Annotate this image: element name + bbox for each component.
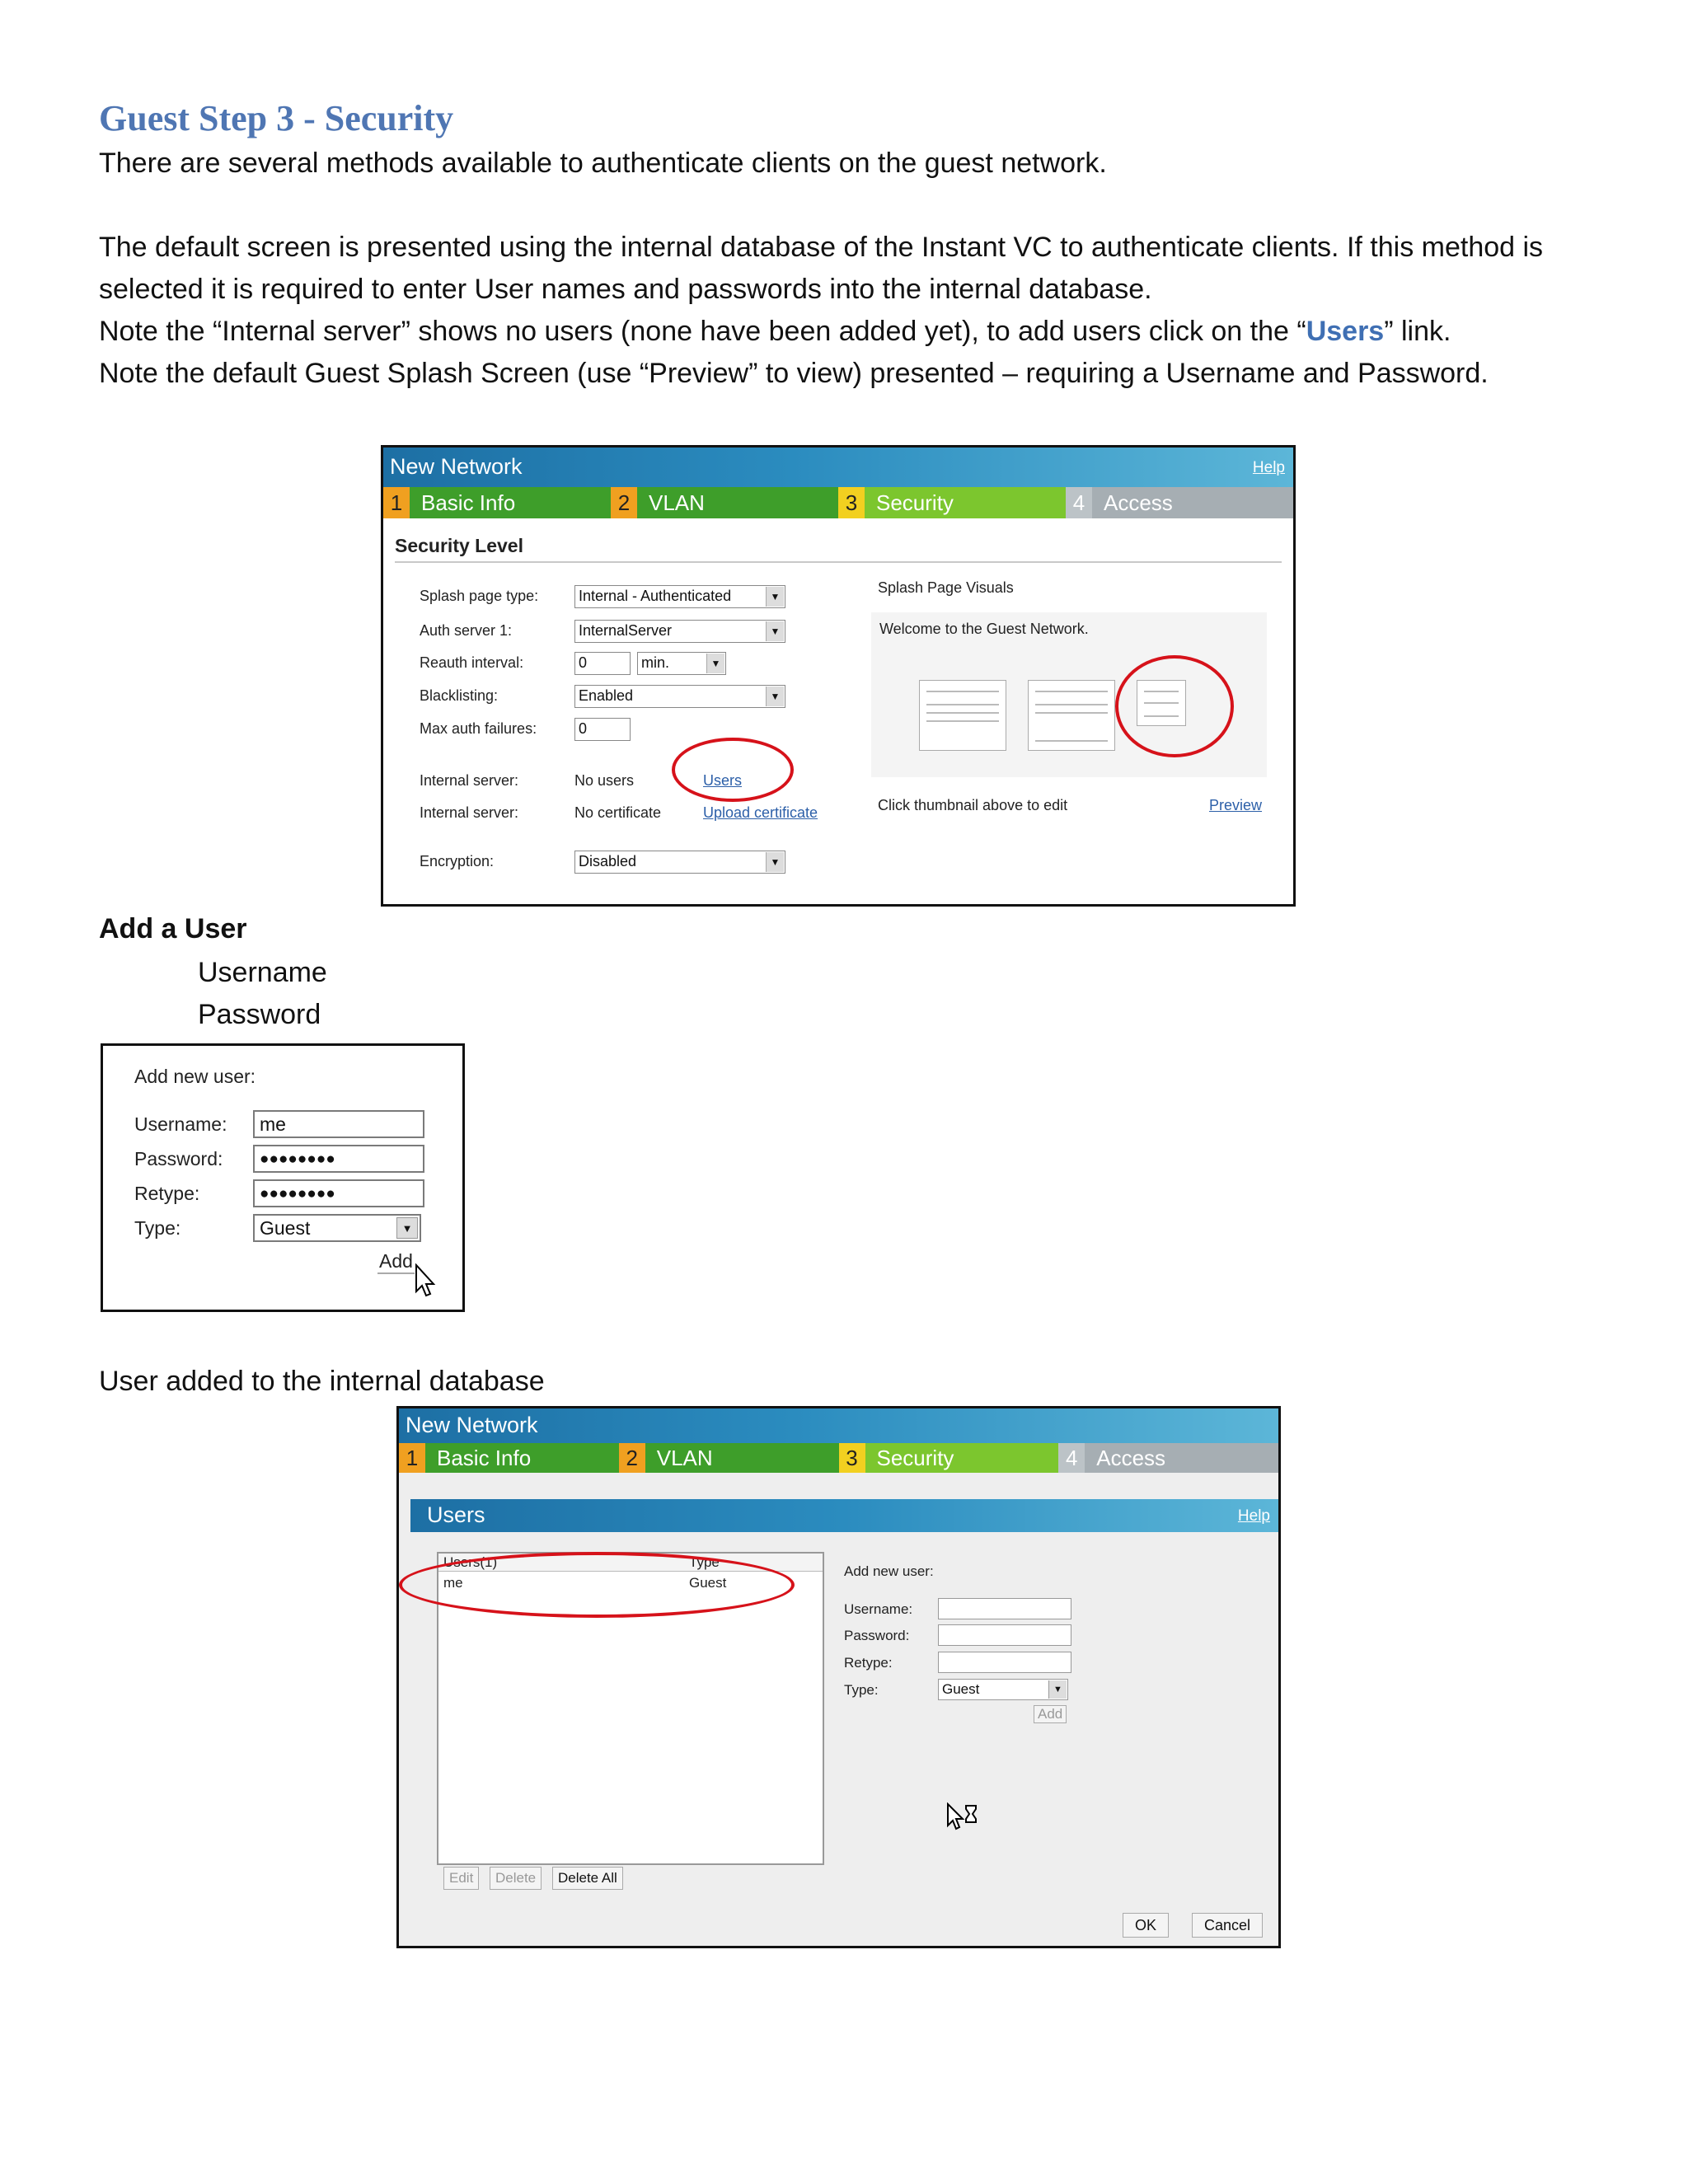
step-label: Basic Info [437, 1445, 532, 1470]
note-splash-paragraph: Note the default Guest Splash Screen (use “Preview” to view) presented – requiring a Username and Password. [99, 358, 1489, 389]
thumbnail-line [1035, 712, 1108, 714]
users-dialog-titlebar [410, 1499, 1278, 1532]
splash-type-value: Internal - Authenticated [579, 588, 732, 604]
note-users-paragraph [99, 315, 1451, 348]
add-new-user-title: Add new user: [134, 1066, 256, 1087]
blacklisting-value: Enabled [579, 687, 634, 704]
thumbnail-line [926, 712, 999, 714]
step-label: Security [876, 1445, 954, 1470]
add-user-item-username: Username [198, 957, 327, 988]
internal-server-users-value: No users [574, 772, 635, 789]
splash-welcome-text: Welcome to the Guest Network. [879, 621, 1089, 637]
users-dialog-title: Users [427, 1502, 485, 1527]
ok-button[interactable]: OK [1123, 1913, 1169, 1938]
retype-input[interactable]: ●●●●●●●● [253, 1179, 424, 1207]
thumbnail-line [926, 691, 999, 692]
step-vlan[interactable] [611, 487, 838, 518]
encryption-value: Disabled [579, 853, 637, 869]
username-input[interactable]: me [253, 1110, 424, 1138]
password-label: Password: [844, 1628, 910, 1643]
step-access[interactable] [1058, 1443, 1278, 1473]
splash-visuals-title: Splash Page Visuals [878, 579, 1014, 596]
thumbnail-hint-text: Click thumbnail above to edit [878, 797, 1068, 813]
upload-certificate-link[interactable]: Upload certificate [703, 804, 818, 821]
window-title: New Network [406, 1413, 538, 1437]
step-security[interactable] [838, 487, 1066, 518]
table-row-user[interactable]: me [443, 1575, 463, 1591]
intro-paragraph: There are several methods available to authenticate clients on the guest network. [99, 148, 1107, 179]
highlight-circle-thumbnail [1115, 655, 1234, 757]
blacklisting-label: Blacklisting: [420, 687, 499, 704]
chevron-down-icon: ▼ [396, 1217, 418, 1239]
password-input[interactable] [938, 1624, 1071, 1646]
delete-all-button[interactable]: Delete All [552, 1867, 623, 1890]
step-label: Access [1096, 1445, 1166, 1470]
delete-button[interactable]: Delete [490, 1867, 542, 1890]
username-label: Username: [134, 1113, 227, 1135]
step-label: VLAN [649, 490, 705, 515]
splash-thumbnail-2[interactable] [1028, 680, 1115, 751]
splash-type-select[interactable] [574, 585, 785, 608]
type-value: Guest [942, 1681, 980, 1697]
step-basic-info[interactable] [383, 487, 611, 518]
internal-server-cert-label: Internal server: [420, 804, 519, 821]
help-link[interactable]: Help [1237, 1507, 1270, 1525]
chevron-down-icon: ▼ [766, 687, 784, 706]
step-number: 3 [839, 1443, 865, 1473]
window-title: New Network [390, 454, 523, 479]
max-auth-failures-label: Max auth failures: [420, 720, 537, 737]
splash-thumbnail-1[interactable] [919, 680, 1006, 751]
preview-link[interactable]: Preview [1209, 797, 1263, 813]
thumbnail-line [926, 704, 999, 705]
step-label: Security [876, 490, 954, 515]
type-select[interactable] [253, 1214, 421, 1242]
chevron-down-icon: ▼ [1048, 1680, 1067, 1699]
auth-server-select[interactable] [574, 620, 785, 643]
thumbnail-line [1035, 691, 1108, 692]
help-link[interactable]: Help [1252, 459, 1285, 476]
users-column-header: Users(1) [443, 1554, 498, 1570]
splash-type-label: Splash page type: [420, 588, 539, 604]
type-label: Type: [134, 1217, 181, 1239]
step-vlan[interactable] [619, 1443, 839, 1473]
window-titlebar [399, 1408, 1278, 1443]
step-label: VLAN [656, 1445, 713, 1470]
wizard-steps [399, 1443, 1278, 1473]
password-label: Password: [134, 1148, 223, 1169]
step-access[interactable] [1066, 487, 1293, 518]
type-value: Guest [260, 1217, 311, 1239]
cancel-button[interactable]: Cancel [1192, 1913, 1263, 1938]
max-auth-failures-input[interactable]: 0 [574, 718, 631, 741]
step-number: 2 [619, 1443, 645, 1473]
security-level-screenshot [381, 445, 1296, 907]
retype-label: Retype: [134, 1183, 200, 1204]
mouse-cursor-icon [415, 1263, 436, 1298]
add-new-user-box [101, 1043, 465, 1312]
default-screen-paragraph-line1: The default screen is presented using the internal database of the Instant VC to authenticate clients. If this method is [99, 232, 1544, 263]
retype-label: Retype: [844, 1655, 893, 1671]
encryption-label: Encryption: [420, 853, 495, 869]
step-label: Access [1104, 490, 1173, 515]
type-column-header: Type [689, 1554, 720, 1570]
add-button[interactable]: Add [377, 1250, 415, 1274]
users-dialog-screenshot [396, 1406, 1281, 1948]
edit-button[interactable]: Edit [443, 1867, 479, 1890]
step-number: 3 [838, 487, 865, 518]
thumbnail-line [926, 720, 999, 722]
reauth-unit-value: min. [641, 654, 670, 671]
username-input[interactable] [938, 1598, 1071, 1619]
auth-server-label: Auth server 1: [420, 622, 513, 639]
chevron-down-icon: ▼ [766, 852, 784, 872]
table-row-type: Guest [689, 1575, 727, 1591]
encryption-select[interactable] [574, 851, 785, 874]
step-number: 4 [1058, 1443, 1085, 1473]
page-title: Guest Step 3 - Security [99, 98, 454, 138]
type-label: Type: [844, 1682, 879, 1698]
chevron-down-icon: ▼ [706, 654, 724, 673]
security-level-title: Security Level [395, 535, 523, 556]
step-number: 4 [1066, 487, 1092, 518]
note-users-text: Note the “Internal server” shows no users (none have been added yet), to add users click on the “ [99, 316, 1306, 347]
retype-input[interactable] [938, 1652, 1071, 1673]
chevron-down-icon: ▼ [766, 587, 784, 607]
section-divider [395, 561, 1282, 563]
users-keyword: Users [1306, 316, 1385, 347]
auth-server-value: InternalServer [579, 622, 673, 639]
busy-cursor-icon [946, 1802, 979, 1832]
reauth-interval-label: Reauth interval: [420, 654, 524, 671]
internal-server-cert-value: No certificate [574, 804, 662, 821]
highlight-circle-users [672, 738, 794, 802]
step-number: 1 [399, 1443, 425, 1473]
chevron-down-icon: ▼ [766, 621, 784, 641]
default-screen-paragraph-line2: selected it is required to enter User names and passwords into the internal database. [99, 274, 1152, 305]
thumbnail-line [1035, 740, 1108, 742]
wizard-steps [383, 487, 1293, 518]
password-input[interactable]: ●●●●●●●● [253, 1145, 424, 1173]
step-number: 1 [383, 487, 410, 518]
window-titlebar [383, 448, 1293, 487]
user-added-caption: User added to the internal database [99, 1366, 545, 1397]
thumbnail-line [1035, 704, 1108, 705]
reauth-unit-select[interactable] [637, 652, 726, 675]
internal-server-users-label: Internal server: [420, 772, 519, 789]
type-select[interactable] [938, 1679, 1068, 1700]
add-user-item-password: Password [198, 999, 321, 1030]
username-label: Username: [844, 1601, 913, 1617]
note-users-text-end: ” link. [1384, 316, 1451, 347]
add-button[interactable]: Add [1034, 1705, 1067, 1723]
step-security[interactable] [839, 1443, 1059, 1473]
step-label: Basic Info [421, 490, 516, 515]
blacklisting-select[interactable] [574, 685, 785, 708]
reauth-interval-input[interactable]: 0 [574, 652, 631, 675]
users-link[interactable]: Users [703, 772, 743, 789]
highlight-circle-user-row [399, 1552, 795, 1618]
step-basic-info[interactable] [399, 1443, 619, 1473]
add-user-heading: Add a User [99, 913, 247, 944]
step-number: 2 [611, 487, 637, 518]
add-new-user-title: Add new user: [844, 1563, 934, 1579]
